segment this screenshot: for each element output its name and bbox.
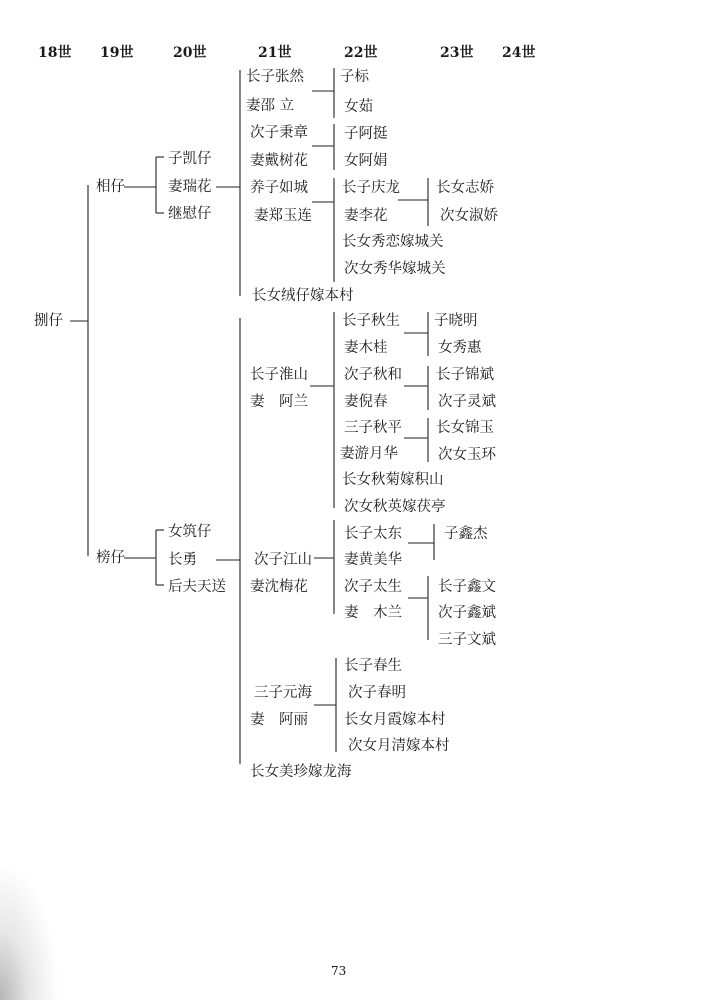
gen21-son: 三子元海 [254, 685, 312, 701]
gen23-name: 长女志娇 [436, 180, 494, 196]
gen22-son: 长子庆龙 [342, 180, 400, 196]
gen23-name: 长子鑫文 [438, 579, 496, 595]
gen21-wife: 妻 阿丽 [250, 712, 308, 728]
gen22-wife: 妻木桂 [344, 340, 388, 356]
gen23-name: 长女锦玉 [436, 420, 494, 436]
gen20-name: 女筑仔 [168, 524, 212, 540]
gen20-name: 子凯仔 [168, 151, 212, 167]
gen21-son: 长子淮山 [250, 367, 308, 383]
root-ancestor: 捌仔 [34, 313, 63, 329]
gen22-son: 长子秋生 [342, 313, 400, 329]
gen22-daughter: 长女秀恋嫁城关 [342, 234, 444, 250]
gen22-son: 次子秋和 [344, 367, 402, 383]
page-number: 73 [331, 964, 347, 978]
gen21-wife: 妻邵 立 [246, 98, 295, 114]
gen20-name: 继慰仔 [168, 206, 212, 222]
gen22-daughter: 长女秋菊嫁积山 [342, 472, 444, 488]
gen22-name: 长女月霞嫁本村 [344, 712, 446, 728]
gen22-name: 长子春生 [344, 658, 402, 674]
gen22-name: 女茹 [344, 99, 373, 115]
generation-20-label: 20世 [173, 45, 207, 61]
gen23-name: 次子灵斌 [438, 394, 496, 410]
gen22-son: 长子太东 [344, 526, 402, 542]
gen22-daughter: 次女秀华嫁城关 [344, 261, 446, 277]
gen21-wife: 妻 阿兰 [250, 394, 308, 410]
gen22-name: 女阿娟 [344, 153, 388, 169]
generation-23-label: 23世 [440, 45, 474, 61]
gen22-wife: 妻 木兰 [344, 605, 402, 621]
gen22-son: 三子秋平 [344, 420, 402, 436]
gen21-wife: 妻沈梅花 [250, 579, 308, 595]
gen21-wife: 妻郑玉连 [254, 208, 312, 224]
gen21-son: 养子如城 [250, 180, 308, 196]
gen23-name: 子晓明 [434, 313, 478, 329]
generation-22-label: 22世 [344, 45, 378, 61]
generation-18-label: 18世 [38, 45, 72, 61]
gen20-name: 后夫天送 [168, 579, 226, 595]
gen20-name: 长勇 [168, 552, 197, 568]
generation-24-label: 24世 [502, 45, 536, 61]
gen22-wife: 妻黄美华 [344, 552, 402, 568]
generation-19-label: 19世 [100, 45, 134, 61]
gen22-name: 子标 [340, 69, 369, 85]
gen19-xiangzai: 相仔 [96, 179, 125, 195]
gen22-wife: 妻倪春 [344, 394, 388, 410]
gen21-daughter: 长女绒仔嫁本村 [252, 288, 354, 304]
gen21-son: 次子江山 [254, 552, 312, 568]
gen22-wife: 妻游月华 [340, 446, 398, 462]
gen23-name: 子鑫杰 [444, 526, 488, 542]
scan-edge-shadow [0, 860, 60, 1000]
gen19-bangzai: 榜仔 [96, 550, 125, 566]
gen22-name: 子阿挺 [344, 126, 388, 142]
gen23-name: 长子锦斌 [436, 367, 494, 383]
gen21-son: 次子秉章 [250, 125, 308, 141]
gen23-name: 次女淑娇 [440, 208, 498, 224]
gen21-son: 长子张然 [246, 69, 304, 85]
gen21-daughter: 长女美珍嫁龙海 [250, 764, 352, 780]
gen21-wife: 妻戴树花 [250, 153, 308, 169]
gen22-name: 次子春明 [348, 685, 406, 701]
generation-21-label: 21世 [258, 45, 292, 61]
gen22-daughter: 次女秋英嫁茯亭 [344, 499, 446, 515]
gen22-wife: 妻李花 [344, 208, 388, 224]
gen20-name: 妻瑞花 [168, 179, 212, 195]
gen23-name: 次女玉环 [438, 447, 496, 463]
gen23-name: 三子文斌 [438, 632, 496, 648]
gen23-name: 女秀惠 [438, 340, 482, 356]
gen22-son: 次子太生 [344, 579, 402, 595]
gen22-name: 次女月清嫁本村 [348, 738, 450, 754]
gen23-name: 次子鑫斌 [438, 605, 496, 621]
